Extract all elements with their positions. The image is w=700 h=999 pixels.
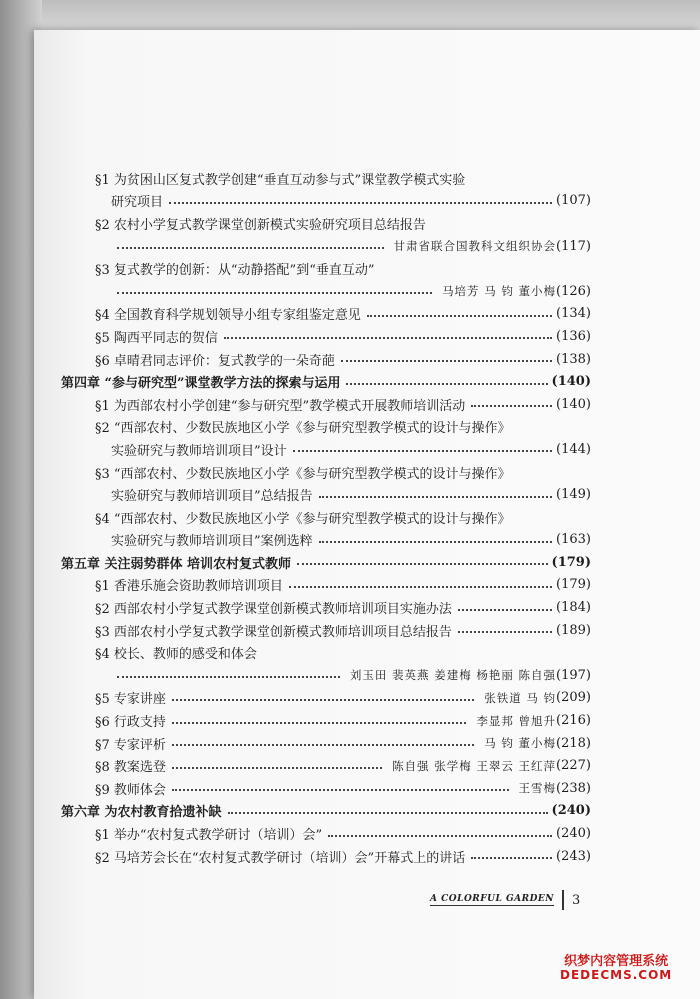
toc-entry-title: §9 教师体会 [95,782,166,798]
toc-dot-leader [458,631,552,633]
toc-entry-row [61,416,591,439]
toc-entry-row [61,822,591,845]
toc-dot-leader [117,292,432,294]
toc-page-number: (117) [556,238,591,254]
toc-dot-leader [471,857,552,859]
toc-dot-leader [224,337,552,339]
toc-entry-author: 李显邦 曾旭升 [476,713,557,728]
toc-entry-row [61,438,591,461]
toc-entry-row [61,348,591,371]
watermark [560,955,672,981]
toc-dot-leader [228,812,548,814]
toc-entry-title: §2 “西部农村、少数民族地区小学《参与研究型教学模式的设计与操作》 [95,421,511,437]
toc-entry-row [61,393,591,416]
toc-dot-leader [172,744,474,746]
toc-entry-title: 第六章 为农村教育拾遗补缺 [61,805,222,821]
toc-page-number: (197) [556,667,591,683]
toc-entry-title: §7 专家评析 [95,737,166,753]
page-number: 3 [572,892,581,908]
toc-page-number: (144) [556,441,591,457]
toc-entry-title: 研究项目 [111,195,164,211]
toc-entry-row [61,709,591,732]
toc-entry-author: 刘玉田 裴英燕 姜建梅 杨艳丽 陈自强 [349,668,557,683]
toc-entry-title: §2 农村小学复式教学课堂创新模式实验研究项目总结报告 [95,217,426,233]
toc-page-number: (179) [551,554,591,570]
toc-chapter-row [61,800,591,823]
toc-entry-title: §4 全国教育科学规划领导小组专家组鉴定意见 [95,308,361,324]
page-footer [430,890,580,910]
toc-dot-leader [458,609,552,611]
toc-dot-leader [319,496,552,498]
toc-entry-title: §1 为贫困山区复式教学创建“垂直互动参与式”课堂教学模式实验 [95,172,466,188]
toc-entry-row [61,754,591,777]
toc-page-number: (107) [556,193,591,209]
toc-entry-author: 马 钧 董小梅 [484,736,557,751]
watermark-line1: 织梦内容管理系统 [564,954,669,969]
toc-dot-leader [293,450,552,452]
toc-dot-leader [341,360,552,362]
toc-entry-title: 第五章 关注弱势群体 培训农村复式教师 [61,556,292,572]
toc-entry-row [61,167,591,190]
toc-entry-row [61,845,591,868]
toc-page-number: (140) [551,374,591,390]
watermark-line2: DEDECMS.COM [560,967,673,982]
toc-entry-title: 实验研究与教师培训项目”设计 [111,443,287,459]
toc-entry-author: 陈自强 张学梅 王翠云 王红萍 [392,758,557,773]
toc-entry-row [61,303,591,326]
toc-entry-title: §1 举办“农村复式教学研讨（培训）会” [95,828,323,844]
toc-dot-leader [169,202,552,204]
toc-dot-leader [289,586,552,588]
toc-page-number: (218) [556,735,591,751]
toc-dot-leader [319,541,552,543]
toc-page-number: (243) [556,848,591,864]
toc-dot-leader [117,247,384,249]
toc-entry-author: 王雪梅 [518,781,557,796]
toc-page-number: (149) [556,487,591,503]
toc-page-number: (184) [556,600,591,616]
toc-entry-title: 实验研究与教师培训项目”案例选粹 [111,534,313,550]
toc-entry-row [61,596,591,619]
toc-page-number: (140) [556,396,591,412]
toc-entry-title: §1 为西部农村小学创建“参与研究型”教学模式开展教师培训活动 [95,398,466,414]
toc-page-number: (136) [556,328,591,344]
table-of-contents [61,167,591,867]
toc-entry-title: §3 复式教学的创新：从“动静搭配”到“垂直互动” [95,263,375,279]
toc-page-number: (189) [556,622,591,638]
toc-entry-title: §4 “西部农村、少数民族地区小学《参与研究型教学模式的设计与操作》 [95,511,511,527]
toc-chapter-row [61,551,591,574]
toc-entry-row [61,280,591,303]
toc-page-number: (240) [551,803,591,819]
toc-entry-row [61,529,591,552]
toc-entry-title: §3 “西部农村、少数民族地区小学《参与研究型教学模式的设计与操作》 [95,466,511,482]
scan-top-band [0,0,700,32]
toc-entry-row [61,461,591,484]
toc-page-number: (126) [556,283,591,299]
toc-entry-row [61,325,591,348]
toc-entry-row [61,574,591,597]
toc-dot-leader [172,699,474,701]
toc-entry-title: §8 教案选登 [95,760,166,776]
toc-dot-leader [172,767,382,769]
toc-entry-row [61,257,591,280]
toc-dot-leader [346,383,547,385]
toc-entry-title: §2 马培芳会长在“农村复式教学研讨（培训）会”开幕式上的讲话 [95,850,466,866]
toc-dot-leader [297,563,547,565]
toc-entry-title: §6 卓晴君同志评价：复式教学的一朵奇葩 [95,353,335,369]
toc-dot-leader [367,315,552,317]
toc-dot-leader [172,722,466,724]
toc-dot-leader [172,789,509,791]
toc-entry-row [61,235,591,258]
toc-page-number: (216) [556,713,591,729]
toc-entry-title: §3 西部农村小学复式教学课堂创新模式教师培训项目总结报告 [95,624,452,640]
toc-entry-row [61,732,591,755]
toc-page-number: (238) [556,780,591,796]
toc-page-number: (138) [556,351,591,367]
toc-entry-row [61,619,591,642]
toc-page-number: (209) [556,690,591,706]
toc-entry-author: 甘肃省联合国教科文组织协会 [393,239,557,254]
footer-divider [562,890,564,910]
toc-entry-row [61,483,591,506]
toc-page-number: (227) [556,758,591,774]
toc-page-number: (240) [556,826,591,842]
toc-entry-row [61,212,591,235]
toc-entry-row [61,777,591,800]
toc-entry-title: 第四章 “参与研究型”课堂教学方法的探索与运用 [61,376,341,392]
toc-page-number: (163) [556,532,591,548]
toc-entry-title: 实验研究与教师培训项目”总结报告 [111,489,313,505]
toc-dot-leader [117,676,340,678]
toc-entry-title: §2 西部农村小学复式教学课堂创新模式教师培训项目实施办法 [95,602,452,618]
toc-entry-title: §6 行政支持 [95,715,166,731]
toc-entry-title: §1 香港乐施会资助教师培训项目 [95,579,283,595]
toc-entry-author: 马培芳 马 钧 董小梅 [442,284,557,299]
toc-entry-title: §5 陶西平同志的贺信 [95,330,218,346]
toc-entry-row [61,190,591,213]
toc-chapter-row [61,370,591,393]
toc-entry-row [61,687,591,710]
toc-entry-author: 张铁道 马 钧 [484,690,557,705]
toc-dot-leader [471,405,552,407]
toc-page-number: (179) [556,577,591,593]
toc-entry-title: §5 专家讲座 [95,692,166,708]
toc-entry-title: §4 校长、教师的感受和体会 [95,647,257,663]
footer-brand: A COLORFUL GARDEN [430,894,555,904]
toc-dot-leader [328,835,552,837]
toc-page-number: (134) [556,306,591,322]
toc-entry-row [61,641,591,664]
toc-entry-row [61,506,591,529]
toc-entry-row [61,664,591,687]
